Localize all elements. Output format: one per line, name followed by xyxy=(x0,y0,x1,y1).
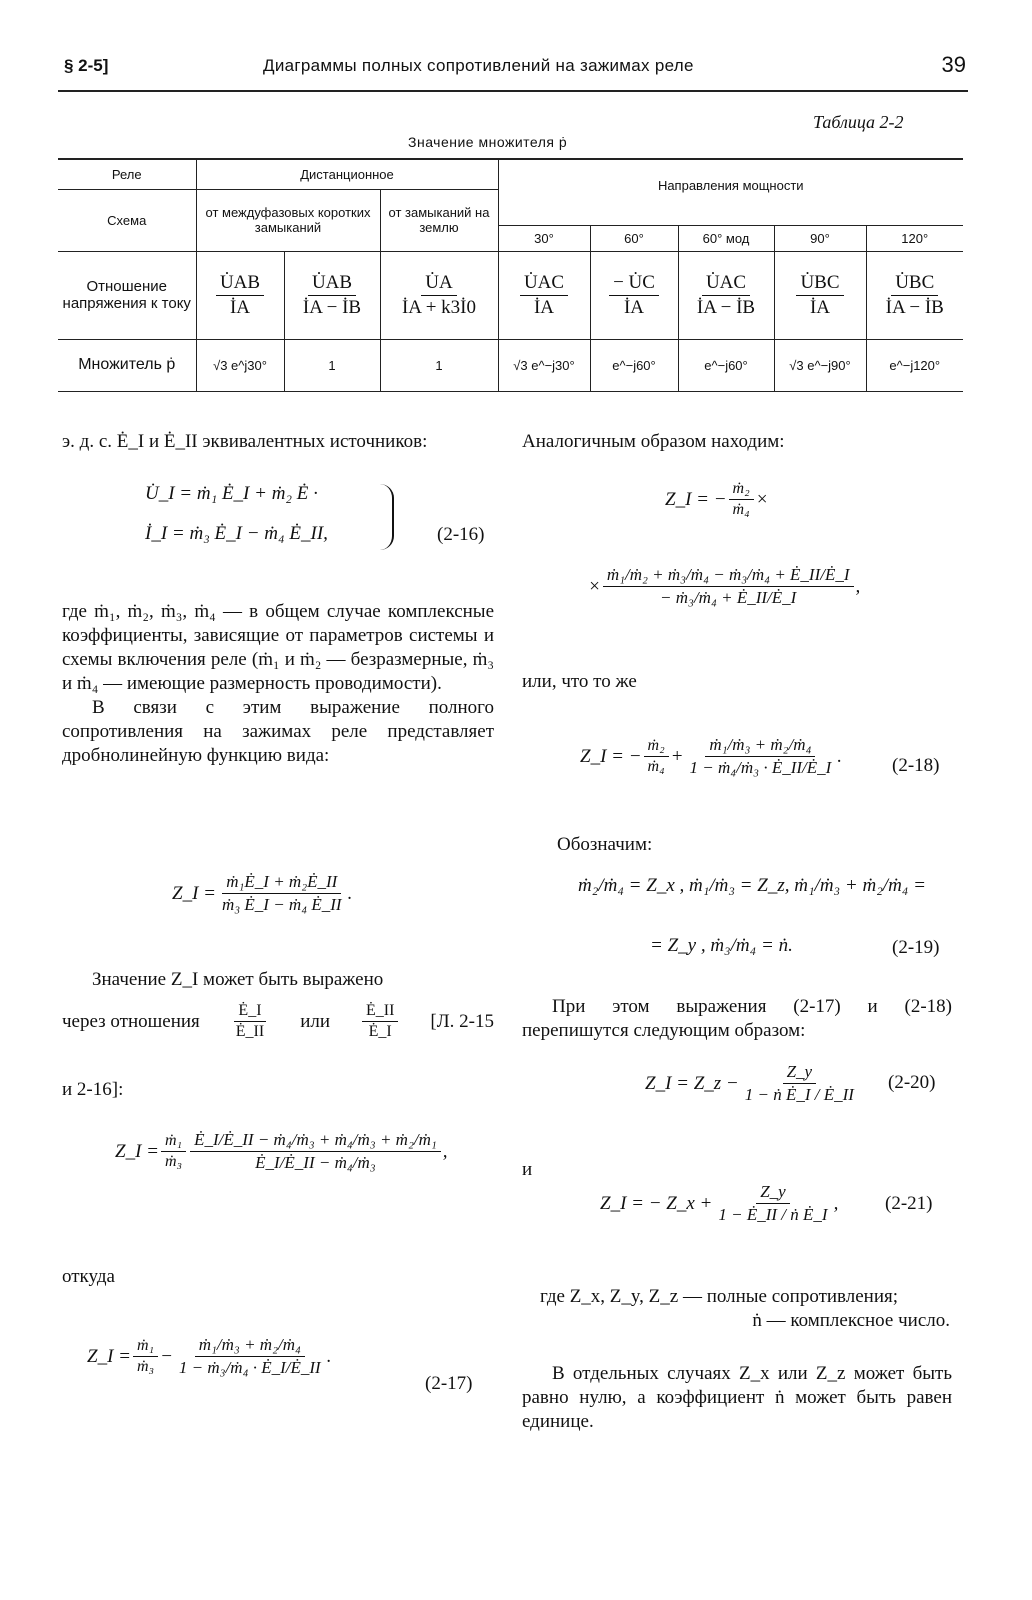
ratio-num: U̇AC xyxy=(702,272,750,296)
multiplier-value: e^−j120° xyxy=(866,339,963,391)
ratio-den: İA − İB xyxy=(302,296,362,318)
right-para-2 xyxy=(522,670,952,694)
equation-2-16-line-1: U̇_I = ṁ₁ Ė_I + ṁ₂ Ė · xyxy=(145,483,318,504)
eq-lhs: Z_I = xyxy=(115,1140,159,1162)
frac-num: Ė_I xyxy=(234,1002,265,1022)
eq-coefficient xyxy=(644,737,669,776)
eq-fraction xyxy=(686,735,836,778)
eq-lhs: Z_I = Z_z − xyxy=(645,1072,739,1094)
eq-operator: × xyxy=(588,575,601,597)
paragraph-text: Обозначим: xyxy=(557,834,653,855)
paragraph-text: Аналогичным образом находим: xyxy=(522,431,785,452)
ratio-num: U̇AB xyxy=(216,272,264,296)
power-direction-header: Направления мощности xyxy=(498,159,963,225)
equation-number-2-19: (2-19) xyxy=(892,937,940,958)
ratio-den: İA − İB xyxy=(696,296,756,318)
eq-denominator: − ṁ₃/ṁ₄ + Ė_II/Ė_I xyxy=(660,588,797,607)
eq-operator: × xyxy=(755,488,769,510)
ratio-fraction xyxy=(232,1002,268,1041)
eq-coefficient xyxy=(133,1337,158,1376)
frac-den: ṁ₃ xyxy=(164,1153,183,1170)
eq-fraction xyxy=(175,1335,325,1378)
equation-z-alt-line-2 xyxy=(588,565,860,608)
ratio-den: İA − İB xyxy=(885,296,944,318)
frac-num: ṁ₁ xyxy=(133,1337,158,1357)
phase-fault-header: от междуфазовых коротких замыканий xyxy=(196,189,380,251)
multiplier-label: Множитель ṗ xyxy=(58,339,196,391)
multiplier-value: √3 e^−j30° xyxy=(498,339,590,391)
eq-denominator: 1 − ṅ Ė_I / Ė_II xyxy=(744,1085,854,1104)
ratio-cell xyxy=(796,272,843,319)
right-para-3 xyxy=(557,833,857,857)
page-header xyxy=(58,50,968,92)
multiplier-value: 1 xyxy=(284,339,380,391)
eq-denominator: 1 − ṁ₃/ṁ₄ · Ė_I/Ė_II xyxy=(178,1358,321,1377)
ratio-cell xyxy=(609,272,659,319)
eq-denominator: Ė_I/Ė_II − ṁ₄/ṁ₃ xyxy=(255,1153,376,1172)
right-para-6 xyxy=(540,1285,950,1333)
ratio-num: U̇BC xyxy=(891,272,938,296)
right-para-5 xyxy=(522,1158,562,1182)
frac-num: ṁ₂ xyxy=(729,480,754,500)
eq-denominator: ṁ₃ Ė_I − ṁ₄ Ė_II xyxy=(221,895,342,914)
eq-end: . xyxy=(326,1345,332,1367)
ratio-cell xyxy=(882,272,948,319)
left-para-3-line-2 xyxy=(62,1002,494,1041)
equation-z-alt-line-1 xyxy=(665,480,769,519)
paragraph-text: где ṁ₁, ṁ₂, ṁ₃, ṁ₄ — в общем случае комплексные коэффициенты, зависящие от параметров системы и схемы включения реле (ṁ₁ и ṁ₂ — безразмерные, ṁ₃ и ṁ₄ — имеющие размерность проводимости). xyxy=(62,601,494,694)
ratio-den: İA xyxy=(623,296,645,318)
scheme-header: Схема xyxy=(58,189,196,251)
multiplier-value: e^−j60° xyxy=(678,339,774,391)
eq-numerator: Z_y xyxy=(756,1182,790,1204)
eq-operator: − xyxy=(160,1345,173,1367)
eq-operator: + xyxy=(670,745,684,767)
table-caption: Таблица 2-2 xyxy=(813,112,904,132)
paragraph-text: При этом выражения (2-17) и (2-18) перепишутся следующим образом: xyxy=(522,996,952,1041)
ratio-num: U̇A xyxy=(421,272,456,296)
ratio-cell xyxy=(693,272,759,319)
equation-z-via-ratios xyxy=(115,1130,448,1173)
eq-numerator: Ė_I/Ė_II − ṁ₄/ṁ₃ + ṁ₄/ṁ₃ + ṁ₂/ṁ₁ xyxy=(190,1130,441,1152)
ratio-label: Отношение напряжения к току xyxy=(58,251,196,339)
frac-den: ṁ₄ xyxy=(647,758,665,775)
eq-fraction xyxy=(741,1062,858,1105)
right-para-7 xyxy=(522,1362,952,1434)
eq-fraction xyxy=(603,565,854,608)
eq-end: , xyxy=(855,575,861,597)
paragraph-text: откуда xyxy=(62,1266,115,1287)
ratio-cell xyxy=(520,272,568,319)
equation-number-2-17: (2-17) xyxy=(425,1373,473,1394)
eq-numerator: ṁ₁/ṁ₃ + ṁ₂/ṁ₄ xyxy=(195,1335,305,1357)
eq-coefficient xyxy=(729,480,754,519)
eq-end: , xyxy=(442,1140,448,1162)
paragraph-text: и 2-16]: xyxy=(62,1079,124,1100)
running-title: Диаграммы полных сопротивлений на зажимах реле xyxy=(263,56,694,75)
left-para-3-line-3 xyxy=(62,1078,494,1102)
ground-fault-header: от замыканий на землю xyxy=(380,189,498,251)
equation-number-2-21: (2-21) xyxy=(885,1193,933,1214)
frac-num: Ė_II xyxy=(362,1002,398,1022)
angle-90: 90° xyxy=(774,225,866,251)
eq-denominator: 1 − ṁ₄/ṁ₃ · Ė_II/Ė_I xyxy=(689,758,832,777)
relay-header: Реле xyxy=(58,159,196,189)
angle-60: 60° xyxy=(590,225,678,251)
ratio-cell xyxy=(299,272,365,319)
equation-number-2-20: (2-20) xyxy=(888,1072,936,1093)
left-para-1 xyxy=(62,430,494,454)
eq-numerator: ṁ₁Ė_I + ṁ₂Ė_II xyxy=(222,872,341,894)
ratio-cell xyxy=(398,272,480,319)
ratio-cell xyxy=(216,272,264,319)
frac-den: ṁ₄ xyxy=(732,501,750,518)
eq-end: . xyxy=(837,745,843,767)
paragraph-text: через отношения xyxy=(62,1010,200,1032)
paragraph-text: и xyxy=(522,1159,533,1180)
angle-120: 120° xyxy=(866,225,963,251)
frac-den: Ė_I xyxy=(368,1023,392,1040)
right-para-1 xyxy=(522,430,952,454)
paragraph-text: Значение Z_I может быть выражено xyxy=(92,969,384,990)
paragraph-text: или xyxy=(300,1010,331,1032)
left-para-4 xyxy=(62,1265,494,1289)
ratio-num: U̇AC xyxy=(520,272,568,296)
eq-numerator: ṁ₁/ṁ₃ + ṁ₂/ṁ₄ xyxy=(705,735,815,757)
ratio-num: − U̇C xyxy=(609,272,659,296)
paragraph-text: ṅ — комплексное число. xyxy=(752,1310,950,1331)
eq-lhs: Z_I = − xyxy=(665,488,727,510)
multiplier-value: e^−j60° xyxy=(590,339,678,391)
multiplier-value: √3 e^j30° xyxy=(196,339,284,391)
eq-lhs: Z_I = − xyxy=(580,745,642,767)
ratio-fraction xyxy=(362,1002,398,1041)
equation-2-16-line-2: İ_I = ṁ₃ Ė_I − ṁ₄ Ė_II, xyxy=(145,523,328,544)
ratio-den: İA xyxy=(533,296,555,318)
equation-2-18 xyxy=(580,735,842,778)
eq-end: . xyxy=(347,882,353,904)
table-title: Значение множителя ṗ xyxy=(408,134,568,150)
angle-60-mod: 60° мод xyxy=(678,225,774,251)
eq-lhs: Z_I = xyxy=(87,1345,131,1367)
equation-2-19-line-2: = Z_y , ṁ₃/ṁ₄ = ṅ. xyxy=(650,935,793,956)
distance-header: Дистанционное xyxy=(196,159,498,189)
frac-num: ṁ₂ xyxy=(644,737,669,757)
paragraph-text: В связи с этим выражение полного сопротивления на зажимах реле представляет дробнолинейную функцию вида: xyxy=(62,697,494,766)
eq-denominator: 1 − Ė_II / ṅ Ė_I xyxy=(718,1205,828,1224)
eq-fraction xyxy=(714,1182,831,1225)
ratio-num: U̇BC xyxy=(796,272,843,296)
frac-den: ṁ₃ xyxy=(136,1358,155,1375)
ratio-den: İA xyxy=(229,296,251,318)
eq-fraction xyxy=(218,872,346,915)
eq-fraction xyxy=(190,1130,441,1173)
eq-numerator: ṁ₁/ṁ₂ + ṁ₃/ṁ₄ − ṁ₃/ṁ₄ + Ė_II/Ė_I xyxy=(603,565,854,587)
equation-2-20 xyxy=(645,1062,860,1105)
page-number: 39 xyxy=(941,52,966,77)
equation-z-fractional xyxy=(172,872,352,915)
left-para-3 xyxy=(62,968,494,992)
paragraph-text: В отдельных случаях Z_x или Z_z может быть равно нулю, а коэффициент ṅ может быть равен единице. xyxy=(522,1363,952,1432)
equation-number-2-16: (2-16) xyxy=(437,524,485,545)
eq-numerator: Z_y xyxy=(783,1062,817,1084)
paragraph-text: где Z_x, Z_y, Z_z — полные сопротивления; xyxy=(540,1286,899,1307)
multiplier-table xyxy=(58,158,963,392)
section-number: § 2-5] xyxy=(64,56,109,75)
ratio-den: İA xyxy=(809,296,831,318)
equation-2-19-line-1: ṁ₂/ṁ₄ = Z_x , ṁ₁/ṁ₃ = Z_z, ṁ₁/ṁ₃ + ṁ₂/ṁ₄ = xyxy=(578,875,926,896)
paragraph-text: э. д. с. Ė_I и Ė_II эквивалентных источников: xyxy=(62,431,428,452)
equation-brace xyxy=(378,484,394,550)
equation-number-2-18: (2-18) xyxy=(892,755,940,776)
eq-end: , xyxy=(833,1192,839,1214)
eq-lhs: Z_I = xyxy=(172,882,216,904)
left-para-2 xyxy=(62,600,494,768)
frac-den: Ė_II xyxy=(235,1023,265,1040)
paragraph-text: или, что то же xyxy=(522,671,637,692)
eq-lhs: Z_I = − Z_x + xyxy=(600,1192,713,1214)
multiplier-value: 1 xyxy=(380,339,498,391)
equation-2-17 xyxy=(87,1335,331,1378)
ratio-den: İA + k3İ0 xyxy=(401,296,477,318)
eq-coefficient xyxy=(161,1132,186,1171)
angle-30: 30° xyxy=(498,225,590,251)
paragraph-text: [Л. 2-15 xyxy=(430,1010,494,1032)
multiplier-value: √3 e^−j90° xyxy=(774,339,866,391)
ratio-num: U̇AB xyxy=(308,272,356,296)
frac-num: ṁ₁ xyxy=(161,1132,186,1152)
equation-2-21 xyxy=(600,1182,838,1225)
right-para-4 xyxy=(522,995,952,1043)
